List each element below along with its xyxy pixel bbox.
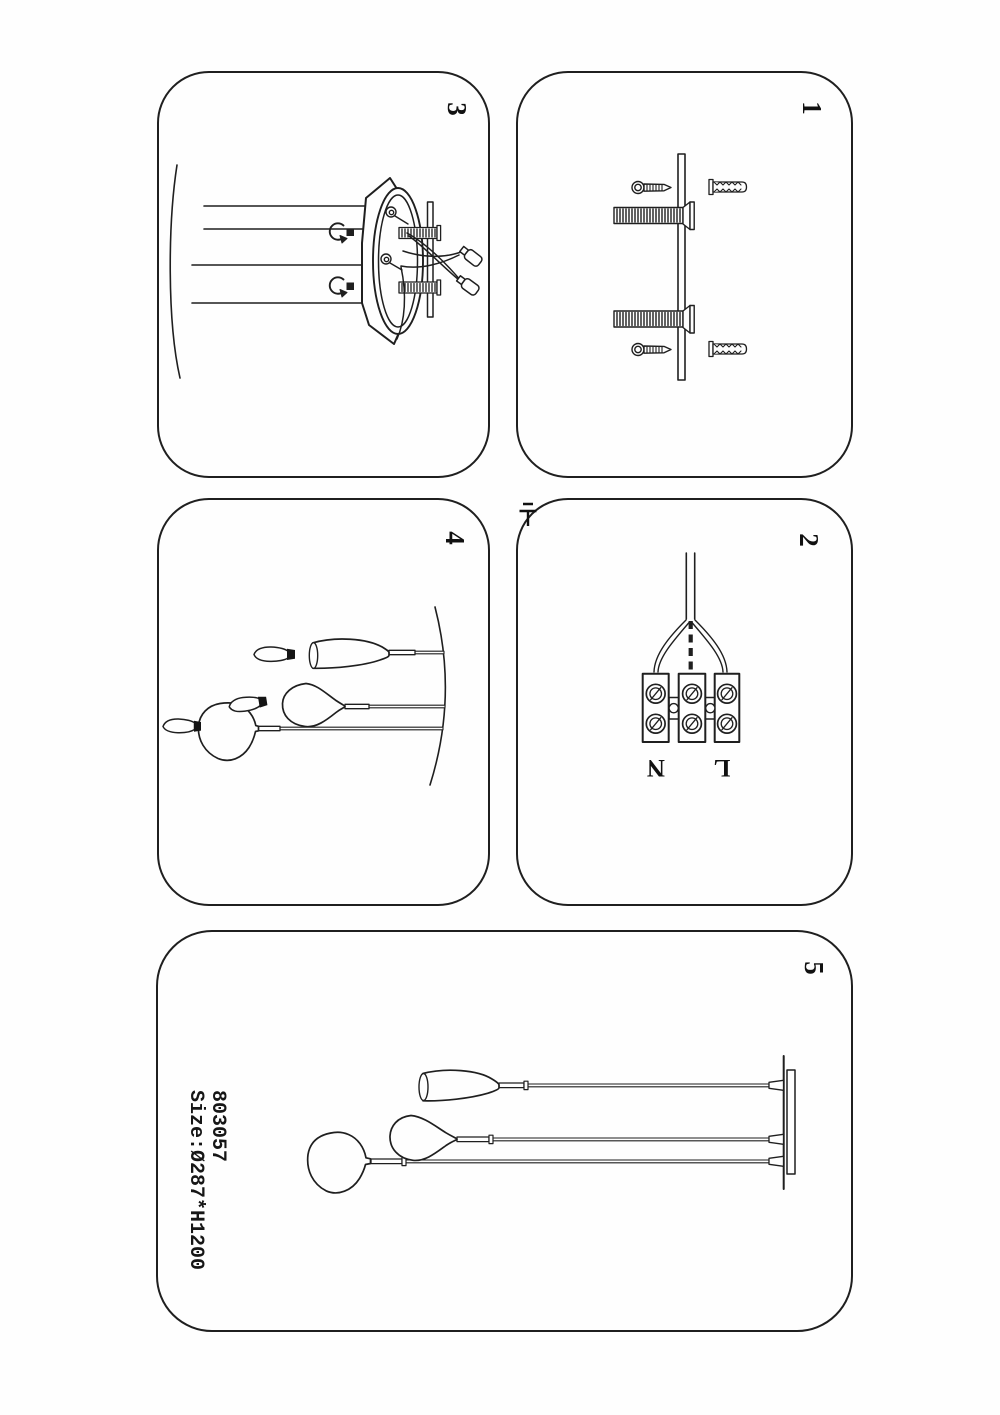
pendant-shade-middle <box>390 1116 457 1161</box>
earth-ground-icon <box>518 500 538 530</box>
rotation-arrow-icon-bottom <box>330 277 354 297</box>
neutral-label: N <box>646 754 666 781</box>
tapping-screw-bottom <box>632 344 671 356</box>
rotation-arrow-icon-top <box>330 223 354 243</box>
ceiling-plate <box>784 1056 795 1189</box>
step-number: 3 <box>442 102 472 116</box>
wall-curve <box>170 165 180 378</box>
mounting-hardware-drawing <box>518 73 855 480</box>
pendant-shade-bottom <box>308 1132 371 1193</box>
light-bulb-bottom <box>163 719 201 733</box>
panel-step-3 <box>157 71 490 478</box>
canopy-installation-drawing <box>159 73 492 480</box>
panel-step-5 <box>156 930 853 1332</box>
light-bulb-top <box>254 647 295 661</box>
wire-connector-bottom <box>455 274 480 297</box>
wall-anchor-bottom <box>709 342 747 357</box>
canopy-screw-top <box>399 226 441 241</box>
mounting-rails <box>192 206 369 303</box>
step-number: 2 <box>794 533 824 547</box>
wall-anchor-top <box>709 180 747 195</box>
pendant-shade-top <box>309 639 389 668</box>
light-bulb-middle <box>228 694 268 714</box>
tapping-screw-top <box>632 182 671 194</box>
pendant-shade-middle <box>282 684 345 727</box>
pendant-shade-top <box>419 1070 499 1101</box>
product-info <box>184 1090 228 1280</box>
shade-assembly-drawing <box>159 500 492 908</box>
conductor-wires <box>654 620 727 672</box>
panel-step-4 <box>157 498 490 906</box>
mounting-strap <box>678 154 685 380</box>
step-number: 1 <box>797 101 827 115</box>
panel-step-2 <box>516 498 853 906</box>
canopy-screw-bottom <box>399 280 441 295</box>
canopy-rim <box>373 188 423 334</box>
live-label: L <box>713 754 731 781</box>
terminal-wiring-drawing <box>518 500 855 908</box>
wire-connector-top <box>458 245 483 268</box>
supply-cord <box>686 553 694 619</box>
product-size: Size:Ø287*H1200 <box>184 1090 207 1271</box>
product-code: 803057 <box>206 1090 229 1163</box>
step-number: 4 <box>440 531 470 545</box>
ceiling-curve <box>430 607 445 785</box>
finished-fixture-drawing <box>158 932 855 1334</box>
panel-step-1 <box>516 71 853 478</box>
mounting-strap <box>428 202 434 317</box>
step-number: 5 <box>799 961 829 975</box>
pendant-shade-bottom <box>198 703 258 761</box>
